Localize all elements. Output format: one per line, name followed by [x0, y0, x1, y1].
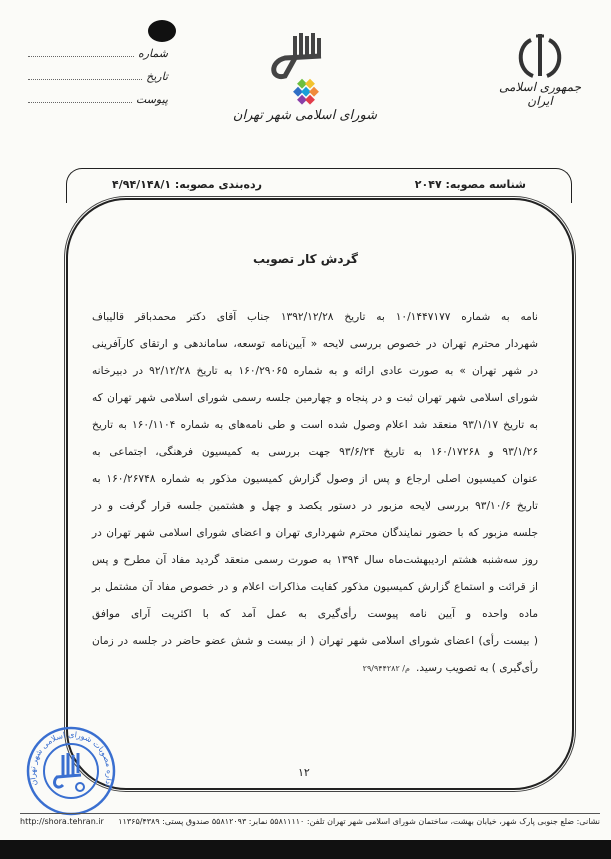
date-field [28, 67, 168, 83]
page-number: ۱۲ [298, 766, 310, 779]
body-line-final: رأی‌گیری ) به تصویب رسید. [415, 662, 538, 674]
country-name: جمهوری اسلامی ایران [498, 80, 582, 108]
date-label: تاریخ [146, 70, 168, 83]
body-line: ماده واحده و آیین نامه پیوست رأی‌گیری به عمل آمد که با اکثریت آرای موافق [92, 608, 538, 620]
body-line: به تاریخ ۹۳/۱/۱۷ منعقد شد اعلام وصول شده است و طی نامه‌های به شماره ۱۶۰/۱۱۰۴ به تاریخ [92, 419, 538, 431]
body-line: شهردار محترم تهران در خصوص بررسی لایحه « آیین‌نامه توسعه، ساماندهی و ارتقای کارآفرینی [92, 338, 538, 350]
body-line: ۹۳/۱/۲۶ و ۱۶۰/۱۷۲۶۸ به تاریخ ۹۳/۶/۲۴ جهت بررسی به کمیسیون فرهنگی، اجتماعی به [92, 446, 539, 458]
number-field [28, 44, 168, 60]
footer-divider [20, 813, 600, 814]
council-logo [255, 28, 355, 108]
body-line: روز سه‌شنبه هشتم اردیبهشت‌ماه سال ۱۳۹۴ به صورت رسمی منعقد گردید مفاد آن مطرح و پس [92, 554, 538, 566]
reference-number: م/ ۲۹/۹۴۴۲۸۲ [362, 664, 410, 673]
attachment-label: پیوست [135, 93, 168, 106]
number-label: شماره [137, 47, 168, 60]
body-line: تاریخ ۹۳/۱۰/۶ بررسی لایحه مزبور در دستور یکصد و چهل و هشتمین جلسه قرار گرفت و در [92, 500, 538, 512]
approval-id: شناسه مصوبه: ۲۰۴۷ [414, 178, 526, 191]
body-line: نامه به شماره ۱۰/۱۴۴۷۱۷۷ به تاریخ ۱۳۹۲/۱۲/۲۸ جناب آقای دکتر محمدباقر قالیباف [92, 311, 539, 323]
council-stamp [25, 725, 117, 817]
footer-website[interactable]: http://shora.tehran.ir [20, 817, 104, 826]
document-title: گردش کار تصویب [253, 252, 358, 266]
body-line: ( بیست رأی) اعضای شورای اسلامی شهر تهران ( از بیست و شش عضو حاضر در جلسه در زمان [92, 635, 538, 647]
document-body [92, 304, 538, 682]
body-line: عنوان کمیسیون اصلی ارجاع و پس از وصول گزارش کمیسیون مذکور به شماره ۱۶۰/۲۶۷۴۸ به [92, 473, 538, 485]
body-line [92, 655, 538, 682]
footer [20, 817, 600, 826]
body-line: جلسه مزبور که با حضور نمایندگان محترم شهرداری تهران و اعضای شورای اسلامی شهر تهران در [92, 527, 538, 539]
ink-blot [148, 20, 176, 42]
scan-edge [0, 840, 611, 859]
body-line: در شهر تهران » به صورت عادی ارائه و به شماره ۱۶۰/۲۹۰۶۵ به تاریخ ۹۲/۱۲/۲۸ در دبیرخانه [92, 365, 538, 377]
body-line: شورای اسلامی شهر تهران ثبت و در پنجاه و چهارمین جلسه رسمی شورای اسلامی شهر تهران که [92, 392, 538, 404]
footer-address: نشانی: ضلع جنوبی پارک شهر، خیابان بهشت، ساختمان شورای اسلامی شهر تهران تلفن: ۵۵۸۱۱۱۱۰ نمابر: ۵۵۸۱۲۰۹۳ صندوق پستی: ۱۱۳۶۵/۴۳۸۹ [118, 817, 600, 826]
attachment-field [28, 90, 168, 106]
council-name: شورای اسلامی شهر تهران [232, 108, 378, 123]
approval-classification: رده‌بندی مصوبه: ۴/۹۴/۱۴۸/۱ [112, 178, 262, 191]
body-line: از قرائت و استماع گزارش کمیسیون مذکور کفایت مذاکرات اعلام و در خصوص مفاد آن مشتمل بر [92, 581, 538, 593]
stamp-text: اداره مصوبات شورای اسلامی شهر تهران [27, 730, 115, 788]
